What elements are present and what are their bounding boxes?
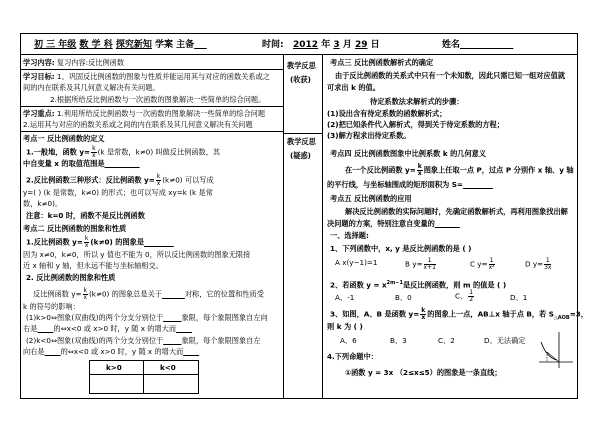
key-label: 学习重点:	[23, 109, 55, 118]
reflection-doubt-sub: (疑惑)	[290, 151, 311, 160]
doc-type: 学案	[155, 40, 174, 50]
table-header-k-negative: k<0	[160, 363, 176, 372]
prop-title: 2. 反比例函数的图象和性质	[26, 273, 116, 282]
graph1: 1.反比例函数 y=	[26, 237, 83, 247]
month-unit: 月	[342, 40, 352, 50]
preparer-label: 主备	[176, 40, 195, 50]
key1-row	[23, 109, 265, 118]
p4b: 图象上任取一点 P，过点 P 分别作 x 轴、y 轴	[423, 165, 574, 175]
prop3-cont	[23, 347, 199, 356]
q1: 1、下列函数中，x, y 是反比例函数的是 ( )	[330, 244, 472, 253]
q2-option-c: C、 $\frac{1}{2}$	[455, 289, 474, 303]
table-left-border	[20, 33, 21, 399]
prop3-line: (2)k<0⇔图象(双曲线)的两个分支分别位于 象限，每个象限图象自左	[26, 336, 261, 345]
p4c-line	[327, 180, 493, 189]
q1-option-b: B y= $\frac{1}{x+1}$	[405, 257, 436, 271]
q2-option-a: A、-1	[335, 293, 355, 302]
time-block	[262, 41, 380, 50]
k-over-x: $\frac{k}{x}$	[92, 145, 96, 159]
name-label: 姓名	[442, 40, 461, 50]
subject: 数 学 科	[79, 40, 113, 50]
q2: 2、若函数 y = x	[330, 280, 387, 290]
year-unit: 年	[321, 40, 331, 50]
q3-option-c: C、2	[438, 336, 455, 345]
def2b: (k≠0) 可以写成	[162, 175, 214, 185]
content-label: 学习内容:	[23, 58, 55, 67]
def1: 1.一般地，函数 y=	[26, 147, 91, 157]
graph1b: (k≠0) 的图象是	[90, 237, 145, 247]
q3c: =3，	[569, 309, 588, 319]
row-divider	[20, 69, 283, 70]
q3: 3、如图，A、B 是函数 y=	[330, 309, 420, 319]
mid-divider	[283, 133, 323, 134]
goal1b: 间的内在联系及其几何意义解决有关问题。	[23, 83, 160, 92]
col-divider-right	[322, 54, 323, 399]
q4a: ①函数 y = 3x （2≤x≤5）的图象是一条直线；	[345, 368, 502, 377]
graph1-line: 1.反比例函数 y= $\frac{k}{x}$ (k≠0) 的图象是	[26, 235, 145, 249]
header-divider	[20, 54, 577, 55]
exercise-title: 一、选择题:	[330, 231, 369, 240]
q3-subscript: △AOB	[553, 314, 570, 321]
grade: 初 三 年级	[34, 40, 77, 50]
hyperbola-figure	[537, 330, 575, 370]
prop1b: (k≠0) 的图象总是关于	[88, 289, 162, 299]
p1b: 可求出 k 的值。	[327, 83, 380, 92]
def1-line	[26, 146, 220, 159]
q2-option-d: D、1	[510, 293, 528, 302]
prop1c: 对称，它的位置和性质受	[184, 289, 264, 299]
row-divider	[20, 131, 283, 132]
content-row	[23, 58, 124, 67]
goals-label: 学习目标:	[23, 72, 55, 81]
def1b: (k 是常数，k≠0) 叫做反比例函数，其	[97, 147, 221, 157]
section1-heading: 考点一 反比例函数的定义	[23, 134, 105, 143]
section5-heading: 考点五 反比例函数的应用	[330, 194, 412, 203]
def1c: 中自变量 x 的取值范围是	[23, 159, 105, 168]
name-block	[442, 41, 513, 50]
p1: 由于反比例函数的关系式中只有一个未知数，因此只需已知一组对应值就	[335, 71, 566, 80]
prop2d: 的⇔x<0 或 x>0 时，y 随 x 的增大而	[53, 324, 177, 333]
prop1-line: 反比例函数 y= $\frac{k}{x}$ (k≠0) 的图象总是关于 对称，它的位置和性质受	[33, 287, 264, 301]
section2-heading: 考点二 反比例函数的图象和性质	[23, 224, 127, 233]
k-sign-table	[89, 360, 199, 394]
day-unit: 日	[370, 40, 380, 50]
p4-line: 在一个反比例函数 y= $\frac{k}{x}$ 图象上任取一点 P，过点 P 分别作 x 轴、y 轴	[345, 163, 574, 177]
q1-option-c: C y= $\frac{1}{\text{x²}}$	[470, 257, 495, 271]
reflection-gain-sub: (收获)	[290, 75, 311, 84]
q3-line: 3、如图，A、B 是函数 y= $\frac{k}{x}$ 的图象上一点，AB⊥x 轴于点 B，若 $S_{\triangle AOB}=3$，	[330, 307, 588, 321]
month: 3	[333, 40, 340, 50]
table-bottom-border	[20, 398, 577, 399]
goal1: 1、巩固反比例函数的图象与性质并能运用其与对应的函数关系或之	[56, 72, 270, 81]
content-value: 复习内容:反比例函数	[56, 58, 125, 67]
prop3c: 向右是	[23, 347, 45, 356]
q3d: 则 k 为 ( )	[327, 322, 363, 331]
section3-heading: 考点三 反比例函数解析式的确定	[330, 58, 434, 67]
step1: (1)设出含有待定系数的函数解析式；	[327, 109, 447, 118]
time-label: 时间:	[262, 40, 284, 50]
p4: 在一个反比例函数 y=	[345, 165, 416, 175]
step3: (3)解方程求出待定系数。	[327, 131, 411, 140]
q3-option-d: D、无法确定	[484, 336, 526, 345]
prop2-cont	[23, 324, 192, 333]
q1-option-d: D y= $\frac{1}{3x}$	[525, 257, 552, 271]
step2: (2)把已知条件代入解析式，得到关于待定系数的方程；	[327, 120, 504, 129]
q3b: 的图象上一点，AB⊥x 轴于点 B，若 S	[427, 309, 554, 319]
prop1: 反比例函数 y=	[33, 289, 82, 299]
q1-option-a: A x(y−1)=1	[335, 258, 378, 267]
q3-option-b: B、3	[390, 336, 407, 345]
p5b-line	[327, 219, 460, 228]
header-line	[34, 41, 207, 50]
q4: 4.下列命题中：	[327, 352, 378, 361]
goal1-row	[23, 72, 270, 81]
q2-exponent: 2m−1	[386, 280, 403, 286]
goal2: 2.根据所给反比例函数与一次函数的图象解决一些简单的综合问题。	[50, 95, 266, 104]
p4c: 的平行线，与坐标轴围成的矩形面积为 S=	[327, 180, 463, 189]
p5b: 决问题的方案，特别注意自变量的	[327, 219, 435, 228]
graph1c: 因为 x≠0，k≠0，所以 y 值也不能为 0，所以反比例函数的图象无限接	[23, 250, 251, 259]
day: 29	[354, 40, 368, 50]
p2-title: 待定系数法求解析式的步骤：	[370, 97, 464, 106]
course-type: 探究新知	[115, 40, 152, 50]
reflection-doubt-label: 教学反思	[287, 137, 316, 146]
q2-option-b: B、0	[395, 293, 412, 302]
p5: 解决反比例函数的实际问题时，先确定函数解析式，再利用图象找出解	[345, 207, 568, 216]
col-divider-left	[283, 54, 284, 399]
prop2-line	[26, 313, 268, 322]
def2d: 数，k≠0)。	[23, 199, 63, 208]
q2b: 是反比例函数，则 m 的值是 ( )	[402, 280, 507, 290]
q2-line	[330, 279, 506, 289]
key1: 1.利用所给反比例函数与一次函数的图象解决一些简单的综合问题	[56, 109, 266, 118]
def2c: y=( ) (k 是常数，k≠0) 的形式；也可以写成 xy=k (k 是常	[23, 188, 213, 197]
reflection-gain-label: 教学反思	[287, 61, 316, 70]
section4-heading: 考点四 反比例函数图象中比例系数 k 的几何意义	[330, 149, 487, 158]
table-right-border	[577, 33, 578, 399]
table-top-border	[20, 33, 577, 34]
q3-option-a: A、6	[340, 336, 357, 345]
key1b: 2.运用其与对应的函数关系或之间的内在联系及其几何意义解决有关问题	[23, 120, 253, 129]
prop3d: 的⇔x<0 或 x>0 时，y 随 x 的增大而	[60, 347, 184, 356]
table-header-k-positive: k>0	[106, 363, 122, 372]
prop1d: k 的符号的影响：	[23, 302, 80, 311]
prop3b: 象限，每个象限图象自左	[181, 336, 261, 345]
graph1d: 近 x 轴和 y 轴，但永远不能与坐标轴相交。	[23, 261, 163, 270]
prop2b: 象限，每个象限图象自左向	[181, 313, 268, 322]
year: 2012	[293, 40, 319, 50]
def2-line: 2.反比例函数三种形式：反比例函数 y= $\frac{k}{x}$ (k≠0) 可以写成	[26, 173, 214, 187]
prop2c: 右是	[23, 324, 38, 333]
def2: 2.反比例函数三种形式：反比例函数 y=	[26, 175, 155, 185]
note: 注意：k=0 时，函数不是反比例函数	[26, 211, 145, 220]
row-divider	[20, 106, 283, 107]
prop3: k<0⇔图象(双曲线)的两个分支分别位于	[36, 336, 164, 345]
prop2: (1)k>0⇔图象(双曲线)的两个分支分别位于	[26, 313, 164, 322]
